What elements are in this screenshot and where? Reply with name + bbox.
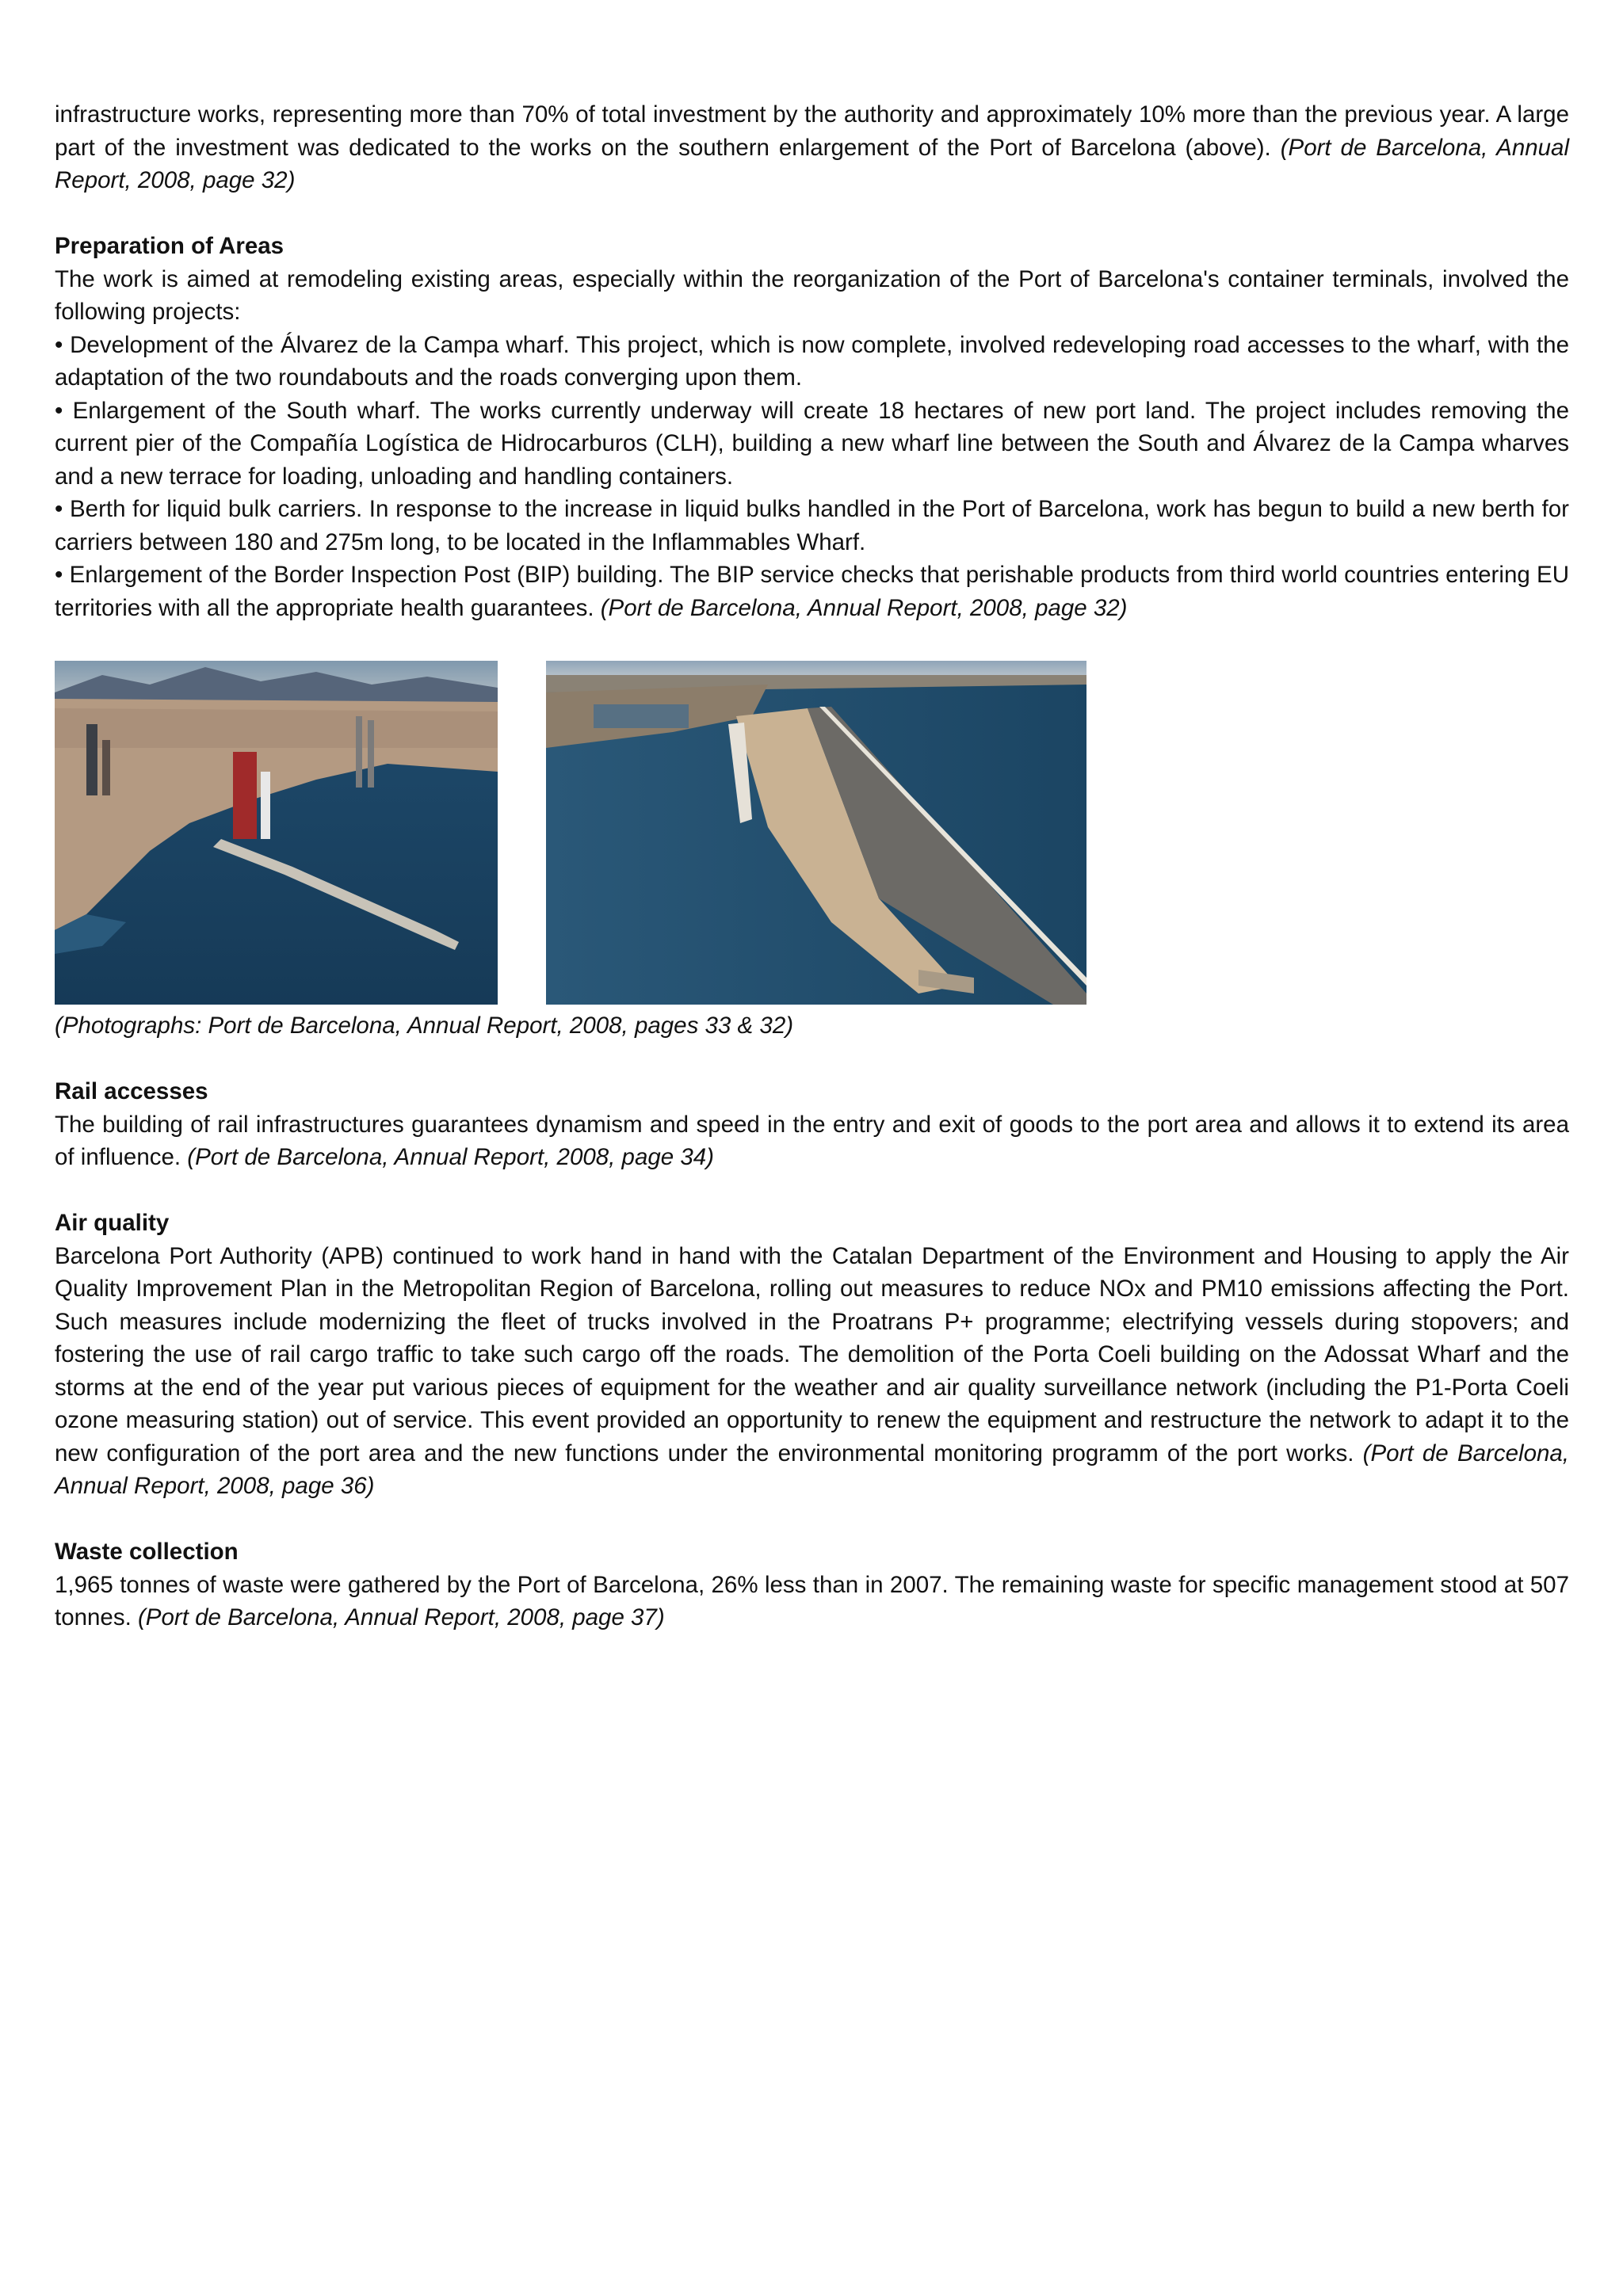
document-page: [55, 98, 1569, 1634]
photo-barcelona-coastline: [55, 661, 498, 1005]
preparation-heading: Preparation of Areas: [55, 233, 285, 259]
preparation-bullet: • Enlargement of the South wharf. The works currently underway will create 18 hectares of new port land. The project includes removing the current pier of the Compañía Logística de Hidrocarburos (CLH), building a new wharf line between the South and Álvarez de la Campa wharves and a new terrace for loading, unloading and handling containers.: [55, 397, 1569, 490]
waste-paragraph: 1,965 tonnes of waste were gathered by the Port of Barcelona, 26% less than in 2007. The remaining waste for specific management stood at 507 tonnes. (Port de Barcelona, Annual Report, 2008, page 37): [55, 1571, 1569, 1630]
preparation-bullet: • Enlargement of the Border Inspection Post (BIP) building. The BIP service checks that perishable products from third world countries entering EU territories with all the appropriate health guarantees. (Port de Barcelona, Annual Report, 2008, page 32): [55, 562, 1569, 621]
photo-caption: (Photographs: Port de Barcelona, Annual Report, 2008, pages 33 & 32): [55, 1013, 794, 1039]
waste-heading: Waste collection: [55, 1539, 239, 1565]
air-citation: (Port de Barcelona, Annual Report, 2008, page 36): [55, 1440, 1569, 1499]
preparation-citation: (Port de Barcelona, Annual Report, 2008, page 32): [600, 594, 1128, 621]
air-heading: Air quality: [55, 1210, 170, 1236]
waste-citation: (Port de Barcelona, Annual Report, 2008, page 37): [137, 1604, 665, 1630]
rail-heading: Rail accesses: [55, 1078, 208, 1104]
air-paragraph: Barcelona Port Authority (APB) continued to work hand in hand with the Catalan Department of the Environment and Housing to apply the Air Quality Improvement Plan in the Metropolitan Region of Barcelona, rolling out measures to reduce NOx and PM10 emissions affecting the Port. Such measures include modernizing the fleet of trucks involved in the Proatrans P+ programme; electrifying vessels during stopovers; and fostering the use of rail cargo traffic to take such cargo off the roads. The demolition of the Porta Coeli building on the Adossat Wharf and the storms at the end of the year put various pieces of equipment for the weather and air quality surveillance network (including the P1-Porta Coeli ozone measuring station) out of service. This event provided an opportunity to renew the equipment and restructure the network to adapt it to the new configuration of the port area and the new functions under the environmental monitoring programm of the port works. (Port de Barcelona, Annual Report, 2008, page 36): [55, 1242, 1569, 1499]
intro-citation: (Port de Barcelona, Annual Report, 2008, page 32): [55, 134, 1569, 193]
preparation-intro: The work is aimed at remodeling existing areas, especially within the reorganization of the Port of Barcelona's container terminals, involved the following projects:: [55, 265, 1569, 325]
rail-citation: (Port de Barcelona, Annual Report, 2008, page 34): [187, 1144, 715, 1170]
photo-south-wharf-enlargement: [546, 661, 1086, 1005]
rail-paragraph: The building of rail infrastructures guarantees dynamism and speed in the entry and exit of goods to the port area and allows it to extend its area of influence. (Port de Barcelona, Annual Report, 2008, page 34): [55, 1111, 1569, 1170]
preparation-bullet: • Development of the Álvarez de la Campa wharf. This project, which is now complete, involved redeveloping road accesses to the wharf, with the adaptation of the two roundabouts and the roads converging upon them.: [55, 331, 1569, 391]
photo-row: [55, 661, 1569, 1006]
preparation-bullet: • Berth for liquid bulk carriers. In response to the increase in liquid bulks handled in the Port of Barcelona, work has begun to build a new berth for carriers between 180 and 275m long, to be located in the Inflammables Wharf.: [55, 496, 1569, 555]
intro-paragraph: infrastructure works, representing more than 70% of total investment by the authority and approximately 10% more than the previous year. A large part of the investment was dedicated to the works on the southern enlargement of the Port of Barcelona (above). (Port de Barcelona, Annual Report, 2008, page 32): [55, 101, 1569, 193]
